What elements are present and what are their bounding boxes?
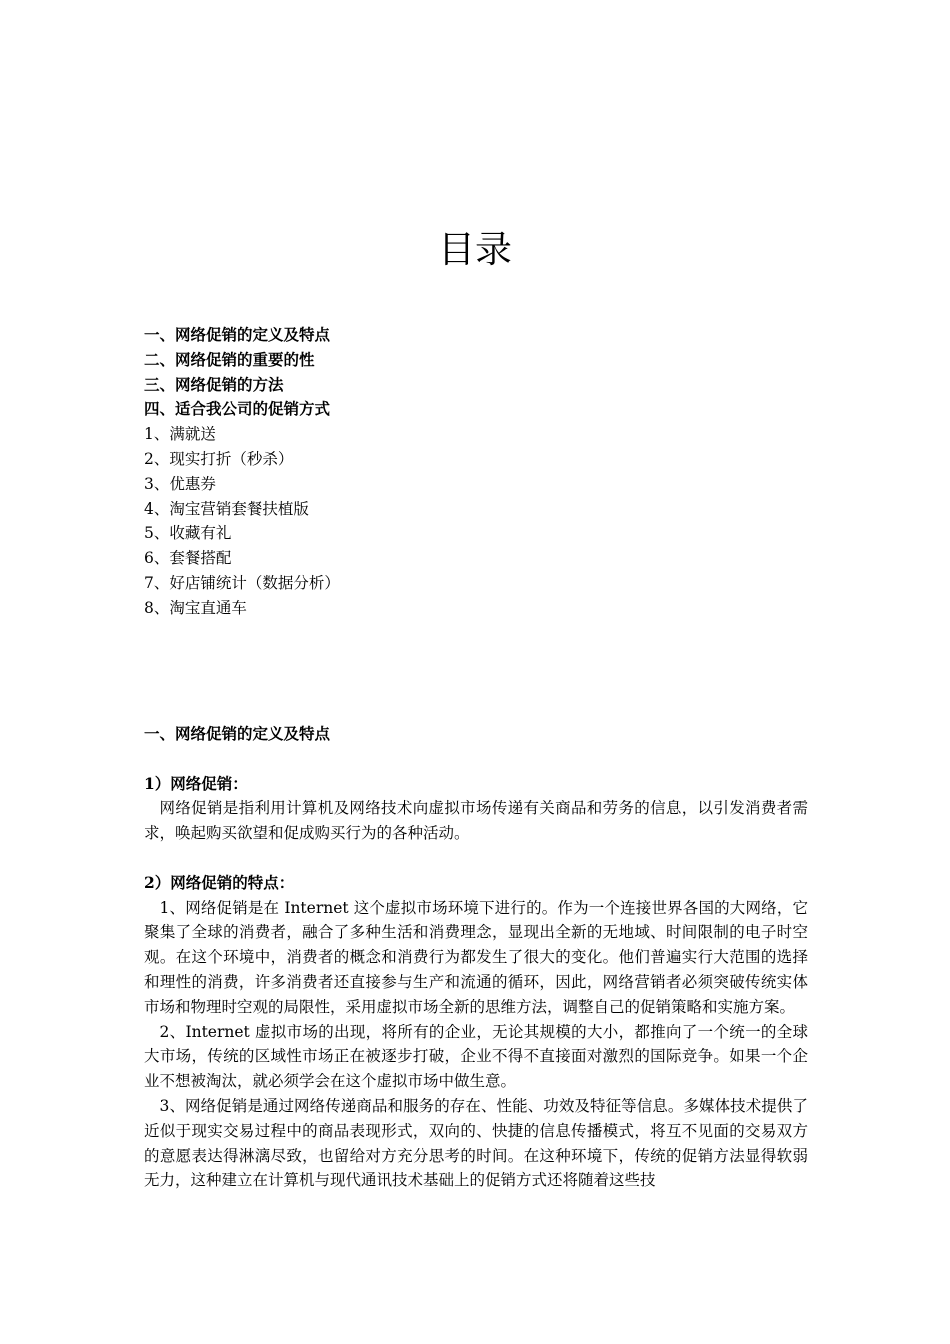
- paragraph: 网络促销是指利用计算机及网络技术向虚拟市场传递有关商品和劳务的信息，以引发消费者需求，唤起购买欲望和促成购买行为的各种活动。: [144, 799, 808, 843]
- toc-subitem[interactable]: 2、现实打折（秒杀）: [144, 449, 294, 468]
- toc-subitem[interactable]: 5、收藏有礼: [144, 524, 232, 543]
- paragraph: 3、网络促销是通过网络传递商品和服务的存在、性能、功效及特征等信息。多媒体技术提供了近似于现实交易过程中的商品表现形式，双向的、快捷的信息传播模式，将互不见面的交易双方的意愿表达得淋漓尽致，也留给对方充分思考的时间。在这种环境下，传统的促销方法显得软弱无力，这种建立在计算机与现代通讯技术基础上的促销方式还将随着这些技: [144, 1096, 808, 1190]
- toc-subitem[interactable]: 7、好店铺统计（数据分析）: [144, 573, 340, 592]
- paragraph: 2、Internet 虚拟市场的出现，将所有的企业，无论其规模的大小，都推向了一个统一的全球大市场，传统的区域性市场正在被逐步打破，企业不得不直接面对激烈的国际竞争。如果一个企业不想被淘汰，就必须学会在这个虚拟市场中做生意。: [144, 1022, 808, 1091]
- toc-item[interactable]: 一、网络促销的定义及特点: [144, 325, 331, 344]
- toc-title: 目录: [438, 228, 512, 271]
- toc-subitem[interactable]: 1、满就送: [144, 425, 216, 444]
- paragraph: 1、网络促销是在 Internet 这个虚拟市场环境下进行的。作为一个连接世界各国的大网络，它聚集了全球的消费者，融合了多种生活和消费理念，显现出全新的无地域、时间限制的电子时空观。在这个环境中，消费者的概念和消费行为都发生了很大的变化。他们普遍实行大范围的选择和理性的消费，许多消费者还直接参与生产和流通的循环，因此，网络营销者必须突破传统实体市场和物理时空观的局限性，采用虚拟市场全新的思维方法，调整自己的促销策略和实施方案。: [144, 898, 808, 1016]
- toc-subitem[interactable]: 6、套餐搭配: [144, 549, 232, 568]
- toc-item[interactable]: 四、适合我公司的促销方式: [144, 399, 331, 419]
- document-body: [144, 722, 808, 1193]
- toc-subitem[interactable]: 8、淘宝直通车: [144, 598, 247, 617]
- toc-item[interactable]: 三、网络促销的方法: [144, 374, 284, 394]
- toc-subitem[interactable]: 3、优惠券: [144, 474, 216, 493]
- subsection-heading: 1）网络促销：: [144, 773, 248, 793]
- table-of-contents: [144, 323, 824, 621]
- subsection-heading: 2）网络促销的特点：: [144, 872, 295, 892]
- toc-subitem[interactable]: 4、淘宝营销套餐扶植版: [144, 499, 309, 518]
- spacer: [144, 846, 808, 871]
- section-heading: 一、网络促销的定义及特点: [144, 724, 331, 743]
- toc-item[interactable]: 二、网络促销的重要的性: [144, 349, 315, 369]
